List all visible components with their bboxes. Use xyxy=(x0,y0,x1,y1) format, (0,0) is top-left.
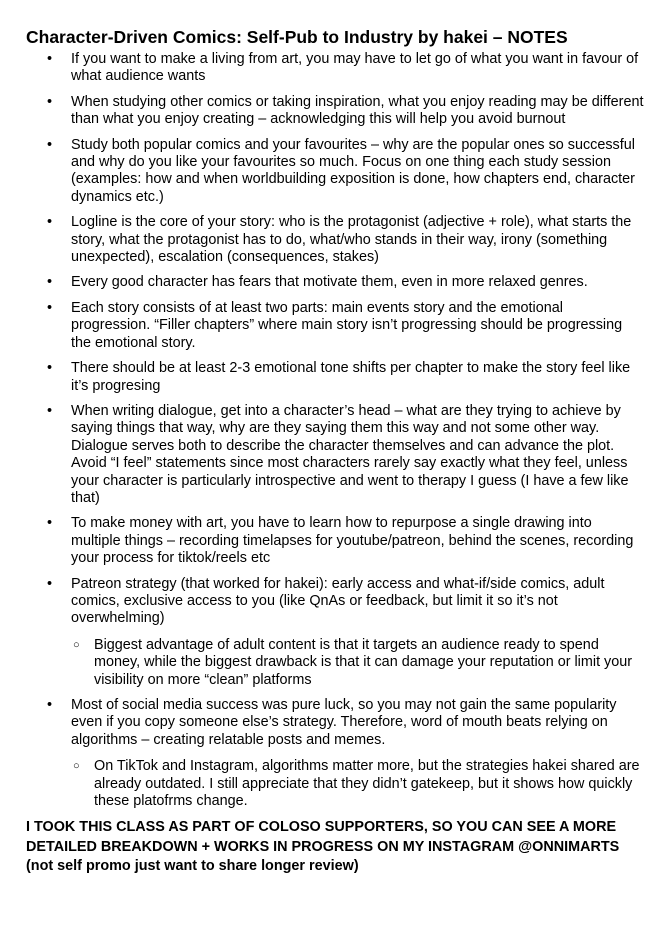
note-text: Study both popular comics and your favourites – why are the popular ones so successful and why do you like your favourites so much. Focus on one thing each study session (examples: how and when worldbuilding exposition is done, how chapters end, character dynamics etc.) xyxy=(71,136,635,205)
note-text: Most of social media success was pure luck, so you may not gain the same popularity even if you copy someone else’s strategy. Therefore, word of mouth beats relying on algorithms – creating relatable posts and memes. xyxy=(71,697,617,748)
sub-notes-list xyxy=(71,758,644,810)
bullet-icon: • xyxy=(47,360,53,377)
footer-note: I TOOK THIS CLASS AS PART OF COLOSO SUPPORTERS, SO YOU CAN SEE A MORE DETAILED BREAKDOWN + WORKS IN PROGRESS ON MY INSTAGRAM @ONNIMARTS (not self promo just want to share longer review) xyxy=(26,819,620,875)
list-item xyxy=(26,137,644,207)
hollow-bullet-icon: ○ xyxy=(73,638,80,651)
list-item xyxy=(26,214,644,266)
note-text: Patreon strategy (that worked for hakei): early access and what-if/side comics, adult comics, exclusive access to you (like QnAs or feedback, but limit it so it’s not overwhelming) xyxy=(71,575,605,627)
list-item xyxy=(26,360,644,395)
note-text: When writing dialogue, get into a character’s head – what are they trying to achieve by saying things that way, why are they saying them this way and not some other way. Dialogue serves both to describe the character themselves and can advance the plot. Avoid “I feel” statements since most characters rarely say exactly what they feel, unless your character is particularly introspective and went to therapy I guess (I have a few like that) xyxy=(71,402,629,506)
sub-note-text: Biggest advantage of adult content is that it targets an audience ready to spend money, while the biggest drawback is that it can damage your reputation or limit your visibility on more “clean” platforms xyxy=(94,636,633,688)
note-text: To make money with art, you have to learn how to repurpose a single drawing into multiple things – recording timelapses for youtube/patreon, behind the scenes, recording your process for tiktok/reels etc xyxy=(71,515,634,567)
hollow-bullet-icon: ○ xyxy=(73,760,80,773)
note-text: There should be at least 2-3 emotional tone shifts per chapter to make the story feel like it’s progresing xyxy=(71,360,631,394)
bullet-icon: • xyxy=(47,136,53,153)
sub-note-text: On TikTok and Instagram, algorithms matter more, but the strategies hakei shared are already outdated. I still appreciate that they didn’t gatekeep, but it shows how quickly these platofrms change. xyxy=(94,758,640,810)
notes-list xyxy=(26,51,644,810)
note-text: If you want to make a living from art, you may have to let go of what you want in favour of what audience wants xyxy=(71,51,639,85)
sub-notes-list xyxy=(71,637,644,689)
list-item xyxy=(26,515,644,567)
bullet-icon: • xyxy=(47,214,53,231)
sub-list-item xyxy=(71,758,644,810)
note-text: Each story consists of at least two parts: main events story and the emotional progression. “Filler chapters” where main story isn’t progressing should be progressing the emotional story. xyxy=(71,299,623,351)
bullet-icon: • xyxy=(47,515,53,532)
list-item xyxy=(26,697,644,810)
sub-list-item xyxy=(71,637,644,689)
bullet-icon: • xyxy=(47,274,53,291)
bullet-icon: • xyxy=(47,51,53,67)
bullet-icon: • xyxy=(47,402,53,419)
list-item xyxy=(26,300,644,352)
list-item xyxy=(26,94,644,129)
bullet-icon: • xyxy=(47,299,53,316)
bullet-icon: • xyxy=(47,575,53,592)
list-item xyxy=(26,576,644,689)
note-text: Logline is the core of your story: who is the protagonist (adjective + role), what starts the story, what the protagonist has to do, what/who stands in their way, irony (something unexpected), escalation (consequences, stakes) xyxy=(71,214,632,266)
list-item xyxy=(26,274,644,291)
bullet-icon: • xyxy=(47,697,53,713)
page-title: Character-Driven Comics: Self-Pub to Industry by hakei – NOTES xyxy=(26,27,568,47)
list-item xyxy=(26,403,644,507)
bullet-icon: • xyxy=(47,93,53,110)
list-item xyxy=(26,51,644,86)
note-text: Every good character has fears that motivate them, even in more relaxed genres. xyxy=(71,274,588,291)
note-text: When studying other comics or taking inspiration, what you enjoy reading may be different than what you enjoy creating – acknowledging this will help you avoid burnout xyxy=(71,93,644,128)
